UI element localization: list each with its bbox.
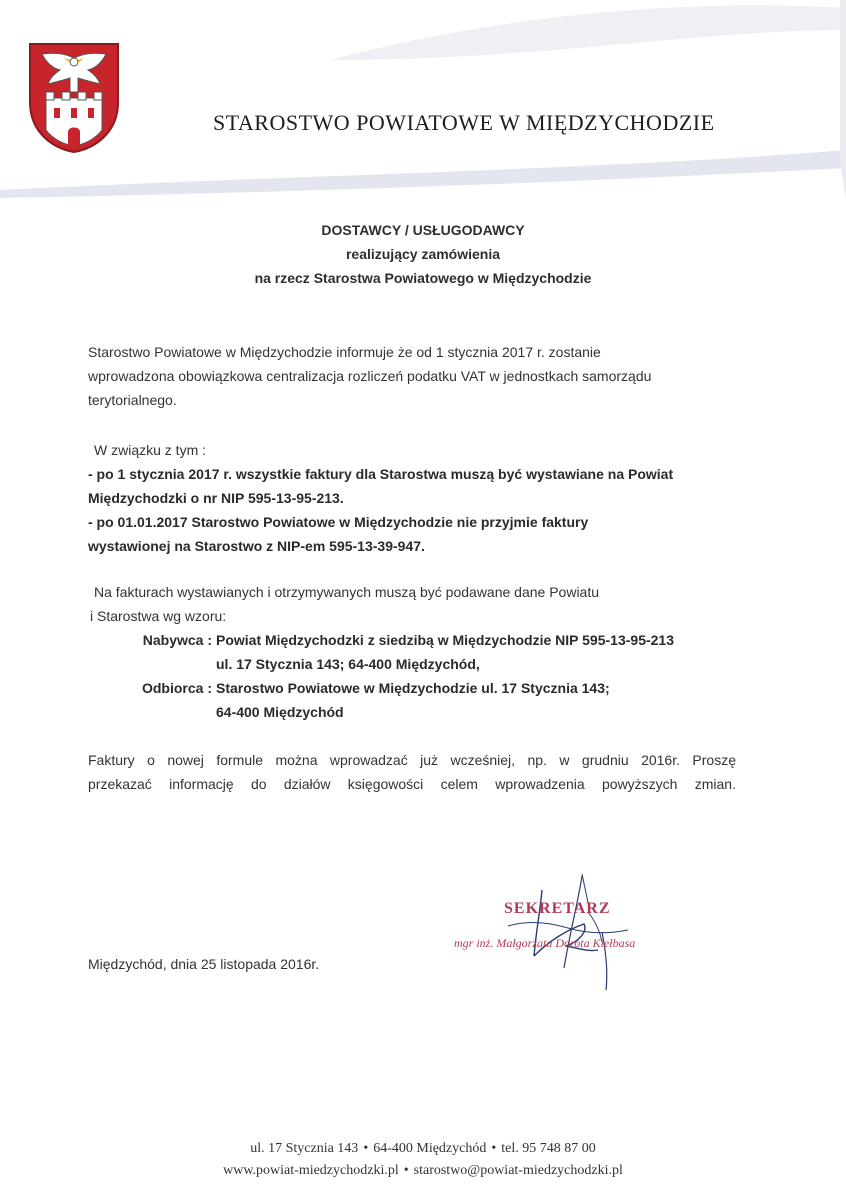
bullet-icon: • — [403, 1163, 409, 1178]
buyer-line-2: ul. 17 Stycznia 143; 64-400 Międzychód, — [216, 656, 480, 672]
invoices-lead-paragraph — [88, 580, 599, 628]
intro-paragraph — [88, 340, 651, 412]
connection-lead: W związku z tym : — [94, 442, 207, 458]
recipient-line-2: 64-400 Międzychód — [216, 704, 344, 720]
connection-paragraph — [88, 438, 673, 558]
footer-line-1 — [0, 1138, 846, 1160]
header-swoosh-decoration — [0, 0, 846, 200]
signature-stamp — [438, 872, 678, 992]
intro-line-1: Starostwo Powiatowe w Międzychodzie informuje że od 1 stycznia 2017 r. zostanie — [88, 344, 601, 360]
heading-line-3: na rzecz Starostwa Powiatowego w Międzychodzie — [254, 270, 592, 286]
buyer-label: Nabywca : — [142, 632, 212, 648]
footer-postal: 64-400 Międzychód — [373, 1141, 487, 1156]
handwritten-signature — [438, 872, 678, 992]
intro-line-3: terytorialnego. — [88, 392, 177, 408]
coat-of-arms-logo — [26, 40, 122, 154]
institution-name: STAROSTWO POWIATOWE W MIĘDZYCHODZIE — [213, 110, 715, 135]
footer-email-link[interactable]: starostwo@powiat-miedzychodzki.pl — [413, 1163, 623, 1178]
rule-item-1-line-1: - po 1 stycznia 2017 r. wszystkie faktury dla Starostwa muszą być wystawiane na Powiat — [88, 466, 674, 482]
recipient-line-1: Starostwo Powiatowe w Międzychodzie ul. 17 Stycznia 143; — [216, 680, 610, 696]
bullet-icon: • — [491, 1141, 497, 1156]
closing-line-1: Faktury o nowej formule można wprowadzać już wcześniej, np. w grudniu 2016r. Proszę — [88, 752, 736, 768]
closing-paragraph — [88, 748, 736, 796]
recipient-row — [136, 676, 674, 700]
buyer-line-1: Powiat Międzychodzki z siedzibą w Międzychodzie NIP 595-13-95-213 — [216, 632, 674, 648]
invoices-lead-line-1: Na fakturach wystawianych i otrzymywanych muszą być podawane dane Powiatu — [94, 584, 600, 600]
stamp-title: SEKRETARZ — [504, 900, 611, 917]
invoice-data-template — [136, 628, 674, 724]
rule-item-1-line-2: Międzychodzki o nr NIP 595-13-95-213. — [88, 490, 344, 506]
footer-phone: tel. 95 748 87 00 — [501, 1141, 596, 1156]
rule-item-2-line-2: wystawionej na Starostwo z NIP-em 595-13-39-947. — [88, 538, 425, 554]
recipient-label: Odbiorca : — [141, 680, 212, 696]
stamp-name: mgr inż. Małgorzata Dorota Kiełbasa — [454, 936, 636, 950]
intro-line-2: wprowadzona obowiązkowa centralizacja rozliczeń podatku VAT w jednostkach samorządu — [88, 368, 652, 384]
footer-website-link[interactable]: www.powiat-miedzychodzki.pl — [223, 1163, 399, 1178]
document-heading — [0, 218, 846, 290]
footer — [0, 1138, 846, 1182]
rule-item-2-line-1: - po 01.01.2017 Starostwo Powiatowe w Międzychodzie nie przyjmie faktury — [88, 514, 589, 530]
bullet-icon: • — [363, 1141, 369, 1156]
closing-line-2: przekazać informację do działów księgowości celem wprowadzenia powyższych zmian. — [88, 776, 736, 792]
heading-line-2: realizujący zamówienia — [345, 246, 501, 262]
invoices-lead-line-2: i Starostwa wg wzoru: — [90, 608, 227, 624]
footer-line-2 — [0, 1160, 846, 1182]
footer-address: ul. 17 Stycznia 143 — [250, 1141, 359, 1156]
buyer-row — [136, 628, 674, 652]
heading-line-1: DOSTAWCY / USŁUGODAWCY — [321, 222, 525, 238]
place-and-date: Międzychód, dnia 25 listopada 2016r. — [88, 956, 320, 972]
